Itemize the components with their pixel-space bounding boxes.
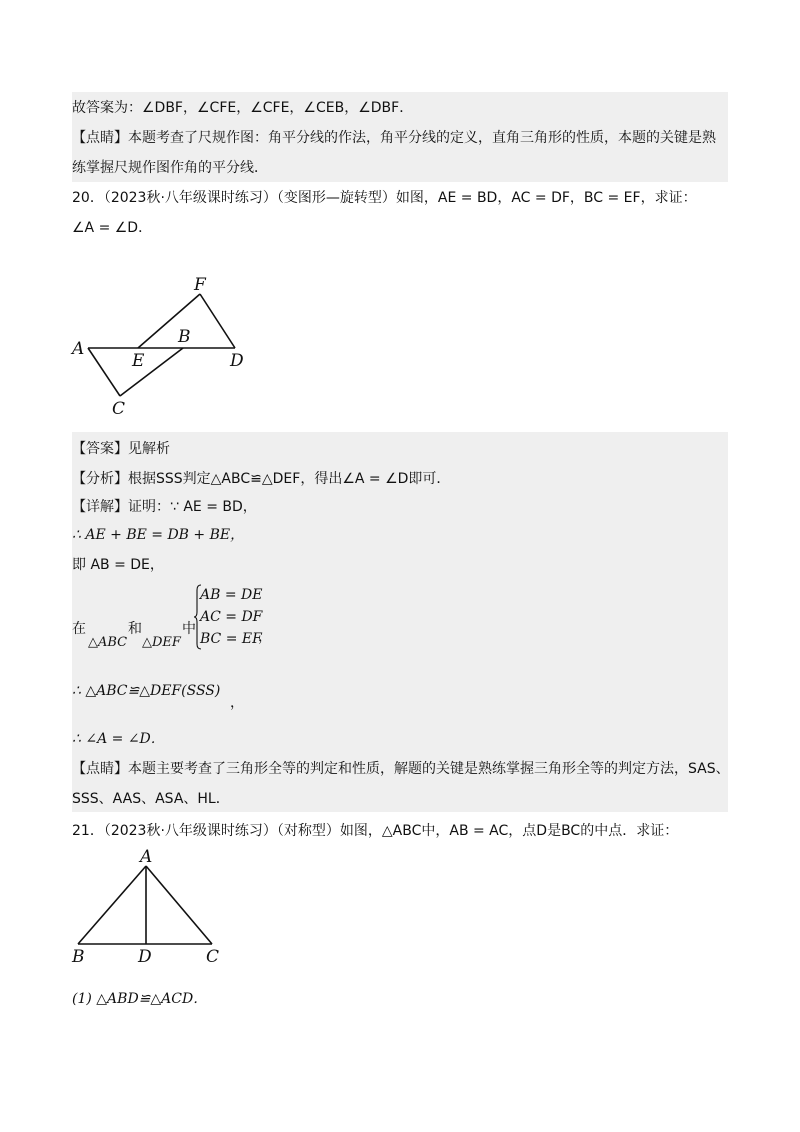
point-label-B: B	[178, 327, 191, 347]
note-20-line1: 【点睛】本题主要考查了三角形全等的判定和性质，解题的关键是熟练掌握三角形全等的判定方法，SAS、	[72, 761, 730, 777]
segment-AC	[88, 348, 120, 396]
segment-CB	[120, 348, 183, 396]
proof-step-2: 即 AB = DE，	[72, 557, 164, 573]
system-eq-1: AB = DE	[200, 587, 263, 603]
point-label-A: A	[140, 848, 153, 867]
system-comma: ，	[258, 629, 272, 645]
question-20-figure	[60, 268, 260, 420]
point-label-A: A	[72, 339, 85, 359]
solution-19-note-line1: 【点睛】本题考查了尺规作图：角平分线的作法，角平分线的定义，直角三角形的性质，本题的关键是熟	[72, 130, 716, 146]
question-21-part1: (1) △ABD≌△ACD．	[72, 991, 208, 1007]
question-21-line1: 21．（2023秋·八年级课时练习）（对称型）如图，△ABC中，AB = AC，点D是BC的中点．求证：	[72, 823, 679, 839]
proof-step-3-comma: ，	[230, 695, 244, 711]
question-20-line2: ∠A = ∠D．	[72, 220, 153, 236]
proof-step-1: ∴ AE + BE = DB + BE，	[72, 527, 245, 543]
point-label-D: D	[230, 351, 244, 371]
solution-19-note-line2: 练掌握尺规作图作角的平分线．	[72, 160, 268, 176]
question-21-figure	[60, 848, 240, 970]
point-label-D: D	[138, 947, 152, 967]
system-eq-2: AC = DF	[200, 609, 263, 625]
solution-19-answer: 故答案为：∠DBF，∠CFE，∠CFE，∠CEB，∠DBF．	[72, 100, 414, 116]
point-label-E: E	[132, 351, 145, 371]
proof-zhong: 中	[182, 621, 196, 637]
proof-he: 和	[128, 621, 142, 637]
proof-zai: 在	[72, 621, 86, 637]
system-eq-3: BC = EF	[200, 631, 262, 647]
segment-AB	[78, 866, 146, 944]
point-label-C: C	[112, 399, 126, 419]
point-label-B: B	[72, 947, 85, 967]
question-20-line1: 20．（2023秋·八年级课时练习）（变图形—旋转型）如图，AE = BD，AC = DF，BC = EF，求证：	[72, 190, 697, 206]
proof-triangle-abc: △ABC	[88, 635, 128, 650]
point-label-C: C	[206, 947, 220, 967]
answer-20: 【答案】见解析	[72, 441, 170, 457]
proof-step-4: ∴ ∠A = ∠D．	[72, 731, 165, 747]
point-label-F: F	[194, 275, 206, 295]
segment-AC	[146, 866, 212, 944]
detail-20-header: 【详解】证明：∵ AE = BD，	[72, 499, 257, 515]
segment-FD	[200, 294, 235, 348]
proof-triangle-def: △DEF	[142, 635, 181, 650]
note-20-line2: SSS、AAS、ASA、HL．	[72, 791, 230, 807]
proof-step-3: ∴ △ABC≌△DEF(SSS)	[72, 683, 221, 699]
segment-EF	[138, 294, 200, 348]
analysis-20: 【分析】根据SSS判定△ABC≌△DEF，得出∠A = ∠D即可．	[72, 471, 451, 487]
equation-system	[200, 584, 262, 650]
